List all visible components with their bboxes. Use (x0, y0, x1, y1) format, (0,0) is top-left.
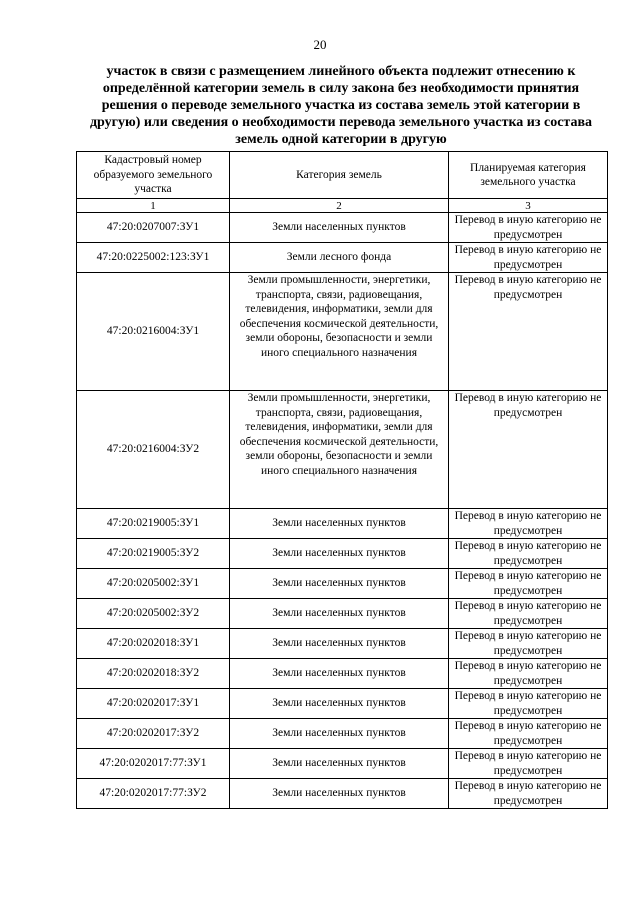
planned-category-cell: Перевод в иную категорию не предусмотрен (449, 719, 608, 749)
table-row (77, 629, 608, 659)
planned-category-cell: Перевод в иную категорию не предусмотрен (449, 509, 608, 539)
header-category: Категория земель (230, 152, 449, 199)
planned-category-cell: Перевод в иную категорию не предусмотрен (449, 391, 608, 509)
planned-category-cell: Перевод в иную категорию не предусмотрен (449, 779, 608, 809)
column-number: 2 (230, 199, 449, 213)
land-category-cell: Земли населенных пунктов (230, 539, 449, 569)
header-cadastral: Кадастровый номер образуемого земельного участка (77, 152, 230, 199)
land-category-cell: Земли населенных пунктов (230, 629, 449, 659)
table-row (77, 243, 608, 273)
table-row (77, 689, 608, 719)
land-category-cell: Земли населенных пунктов (230, 689, 449, 719)
table-row (77, 213, 608, 243)
planned-category-cell: Перевод в иную категорию не предусмотрен (449, 689, 608, 719)
table-row (77, 509, 608, 539)
land-category-table (76, 151, 608, 809)
land-category-cell: Земли лесного фонда (230, 243, 449, 273)
table-row (77, 599, 608, 629)
planned-category-cell: Перевод в иную категорию не предусмотрен (449, 599, 608, 629)
cadastral-number-cell: 47:20:0202017:ЗУ1 (77, 689, 230, 719)
table-header-row (77, 152, 608, 199)
cadastral-number-cell: 47:20:0202018:ЗУ2 (77, 659, 230, 689)
land-category-cell: Земли населенных пунктов (230, 509, 449, 539)
cadastral-number-cell: 47:20:0205002:ЗУ2 (77, 599, 230, 629)
table-row (77, 539, 608, 569)
table-row (77, 749, 608, 779)
land-category-cell: Земли населенных пунктов (230, 213, 449, 243)
planned-category-cell: Перевод в иную категорию не предусмотрен (449, 629, 608, 659)
cadastral-number-cell: 47:20:0202017:ЗУ2 (77, 719, 230, 749)
planned-category-cell: Перевод в иную категорию не предусмотрен (449, 243, 608, 273)
table-row (77, 391, 608, 509)
land-category-cell: Земли населенных пунктов (230, 749, 449, 779)
land-category-cell: Земли населенных пунктов (230, 779, 449, 809)
cadastral-number-cell: 47:20:0216004:ЗУ2 (77, 391, 230, 509)
land-category-cell: Земли промышленности, энергетики, транспорта, связи, радиовещания, телевидения, информатики, земли для обеспечения космической деятельности, земли обороны, безопасности и земли иного специального назначения (230, 273, 449, 391)
planned-category-cell: Перевод в иную категорию не предусмотрен (449, 213, 608, 243)
table-row (77, 719, 608, 749)
planned-category-cell: Перевод в иную категорию не предусмотрен (449, 569, 608, 599)
page-number: 20 (313, 37, 327, 52)
cadastral-number-cell: 47:20:0202018:ЗУ1 (77, 629, 230, 659)
table-row (77, 273, 608, 391)
table-row (77, 569, 608, 599)
table-row (77, 659, 608, 689)
cadastral-number-cell: 47:20:0202017:77:ЗУ2 (77, 779, 230, 809)
column-number: 3 (449, 199, 608, 213)
cadastral-number-cell: 47:20:0207007:ЗУ1 (77, 213, 230, 243)
header-planned-category: Планируемая категория земельного участка (449, 152, 608, 199)
land-category-cell: Земли населенных пунктов (230, 659, 449, 689)
section-heading: участок в связи с размещением линейного объекта подлежит отнесению к определённой категории земель в силу закона без необходимости принятия решения о переводе земельного участка из состава земель этой категории в другую) или сведения о необходимости перевода земельного участка из состава земель одной категории в другую (89, 64, 593, 147)
cadastral-number-cell: 47:20:0202017:77:ЗУ1 (77, 749, 230, 779)
planned-category-cell: Перевод в иную категорию не предусмотрен (449, 273, 608, 391)
cadastral-number-cell: 47:20:0205002:ЗУ1 (77, 569, 230, 599)
cadastral-number-cell: 47:20:0219005:ЗУ1 (77, 509, 230, 539)
land-category-cell: Земли населенных пунктов (230, 719, 449, 749)
cadastral-number-cell: 47:20:0216004:ЗУ1 (77, 273, 230, 391)
planned-category-cell: Перевод в иную категорию не предусмотрен (449, 749, 608, 779)
planned-category-cell: Перевод в иную категорию не предусмотрен (449, 539, 608, 569)
cadastral-number-cell: 47:20:0219005:ЗУ2 (77, 539, 230, 569)
planned-category-cell: Перевод в иную категорию не предусмотрен (449, 659, 608, 689)
land-category-cell: Земли промышленности, энергетики, транспорта, связи, радиовещания, телевидения, информатики, земли для обеспечения космической деятельности, земли обороны, безопасности и земли иного специального назначения (230, 391, 449, 509)
column-number: 1 (77, 199, 230, 213)
land-category-cell: Земли населенных пунктов (230, 599, 449, 629)
column-number-row (77, 199, 608, 213)
cadastral-number-cell: 47:20:0225002:123:ЗУ1 (77, 243, 230, 273)
table-row (77, 779, 608, 809)
land-category-cell: Земли населенных пунктов (230, 569, 449, 599)
